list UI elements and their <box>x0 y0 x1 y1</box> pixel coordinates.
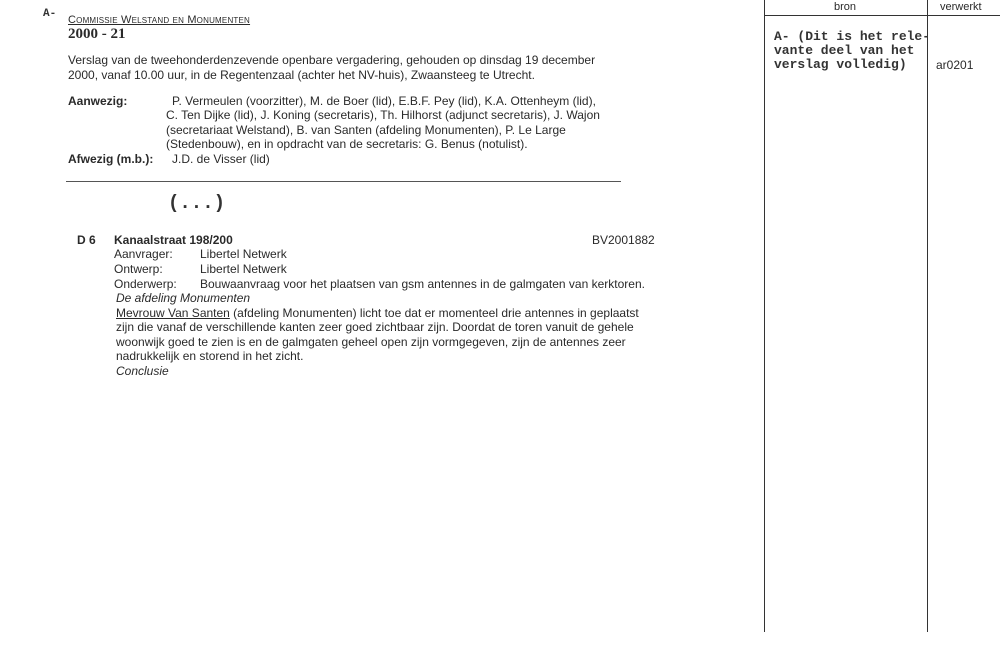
field-value-design: Libertel Netwerk <box>200 262 287 276</box>
item-title: Kanaalstraat 198/200 <box>114 233 233 247</box>
absent-value: J.D. de Visser (lid) <box>172 152 270 166</box>
report-number: 2000 - 21 <box>68 26 126 42</box>
body-line-1-rest: (afdeling Monumenten) licht toe dat er momenteel drie antennes in geplaatst <box>229 306 639 320</box>
speaker-name: Mevrouw Van Santen <box>116 306 230 320</box>
side-note-line-2: vante deel van het <box>774 43 915 58</box>
intro-line-2: 2000, vanaf 10.00 uur, in de Regentenzaal (achter het NV-huis), Zwaansteeg te Utrecht. <box>68 68 535 82</box>
field-label-applicant: Aanvrager: <box>114 247 173 261</box>
field-label-subject: Onderwerp: <box>114 277 177 291</box>
section-divider <box>66 181 621 182</box>
absent-label: Afwezig (m.b.): <box>68 152 154 166</box>
processed-code: ar0201 <box>936 58 974 72</box>
table-top-rule <box>764 15 1000 16</box>
body-line-4: nadrukkelijk en storend in het zicht. <box>116 349 304 363</box>
org-name: Commissie Welstand en Monumenten <box>68 14 251 26</box>
field-value-applicant: Libertel Netwerk <box>200 247 287 261</box>
item-code: D 6 <box>77 233 96 247</box>
margin-mark: A- <box>43 8 57 20</box>
header-bron: bron <box>834 1 857 13</box>
section-heading-monumenten: De afdeling Monumenten <box>116 291 251 305</box>
table-middle-rule <box>927 0 928 632</box>
side-note-line-3: verslag volledig) <box>774 57 907 72</box>
present-line-4: (Stedenbouw), en in opdracht van de secretaris: G. Benus (notulist). <box>166 137 528 151</box>
body-line-1 <box>116 306 639 321</box>
conclusion-heading: Conclusie <box>116 364 169 378</box>
header-verwerkt: verwerkt <box>940 1 982 13</box>
present-line-3: (secretariaat Welstand), B. van Santen (afdeling Monumenten), P. Le Large <box>166 123 566 137</box>
field-label-design: Ontwerp: <box>114 262 163 276</box>
field-value-subject: Bouwaanvraag voor het plaatsen van gsm antennes in de galmgaten van kerktoren. <box>200 277 645 291</box>
body-line-3: woonwijk goed te zien is en de galmgaten geheel open zijn vormgegeven, zijn de antennes zeer <box>116 335 626 349</box>
intro-line-1: Verslag van de tweehonderdenzevende openbare vergadering, gehouden op dinsdag 19 december <box>68 53 596 67</box>
body-line-2: zijn die vanaf de verschillende kanten zeer goed zichtbaar zijn. Doordat de toren vanuit de gehele <box>116 320 634 334</box>
present-line-2: C. Ten Dijke (lid), J. Koning (secretaris), Th. Hilhorst (adjunct secretaris), J. Wajon <box>166 108 600 122</box>
table-left-rule <box>764 0 765 632</box>
ellipsis: (...) <box>168 192 226 214</box>
present-line-1: P. Vermeulen (voorzitter), M. de Boer (lid), E.B.F. Pey (lid), K.A. Ottenheym (lid), <box>172 94 596 108</box>
present-label: Aanwezig: <box>68 94 128 108</box>
side-note-line-1: A- (Dit is het rele- <box>774 29 931 44</box>
item-reference: BV2001882 <box>592 233 655 247</box>
